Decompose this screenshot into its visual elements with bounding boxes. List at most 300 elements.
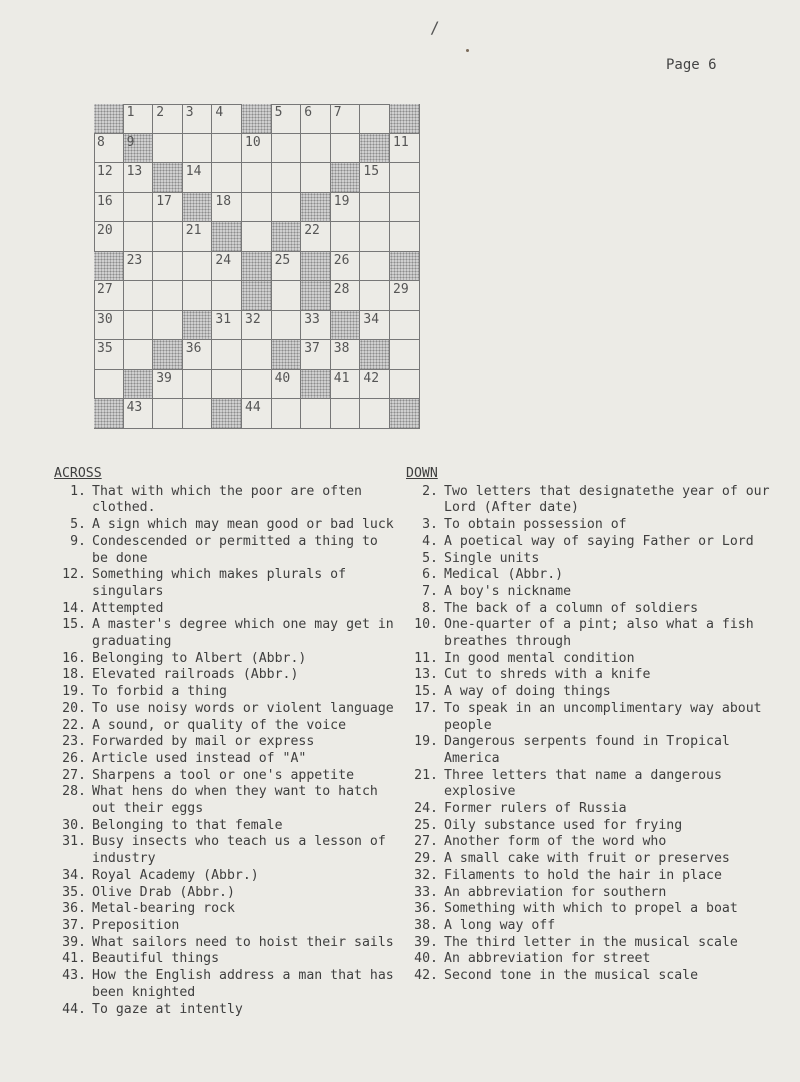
clue-text: Beautiful things: [92, 951, 220, 967]
grid-cell: [183, 370, 213, 400]
across-clue: [54, 751, 394, 768]
across-clue: [54, 484, 394, 517]
clue-number: 4.: [422, 533, 438, 549]
down-clue: [406, 818, 776, 835]
grid-cell: [301, 311, 331, 341]
grid-cell-black: [94, 252, 124, 282]
grid-cell: [212, 311, 242, 341]
down-clue: [406, 534, 776, 551]
grid-cell: [301, 399, 331, 429]
grid-cell: [242, 193, 272, 223]
cell-number: 20: [97, 223, 113, 238]
down-clue: [406, 601, 776, 618]
across-clue: [54, 935, 394, 952]
grid-cell: [331, 252, 361, 282]
clue-number: 1.: [70, 483, 86, 499]
clue-number: 15.: [414, 684, 438, 700]
clue-text: The third letter in the musical scale: [444, 934, 738, 950]
across-clue: [54, 617, 394, 650]
grid-cell-black: [183, 193, 213, 223]
across-clue: [54, 885, 394, 902]
cell-number: 7: [333, 105, 342, 120]
across-heading: ACROSS: [54, 466, 102, 481]
cell-number: 29: [393, 282, 409, 297]
clue-text: Three letters that name a dangerous explosive: [444, 767, 722, 800]
grid-cell: [212, 340, 242, 370]
clue-text: A long way off: [444, 917, 556, 933]
across-clue: [54, 784, 394, 817]
across-clues: [54, 466, 394, 1018]
clue-text: In good mental condition: [444, 650, 635, 666]
clue-number: 7.: [422, 583, 438, 599]
cell-number: 1: [126, 105, 135, 120]
grid-cell: [183, 399, 213, 429]
grid-cell: [242, 340, 272, 370]
across-clue: [54, 684, 394, 701]
grid-cell: [183, 281, 213, 311]
down-clue: [406, 584, 776, 601]
clue-number: 33.: [414, 884, 438, 900]
grid-cell: [153, 134, 183, 164]
grid-cell-black: [124, 370, 154, 400]
clue-number: 28.: [62, 784, 86, 800]
grid-cell: [331, 281, 361, 311]
clue-text: Something with which to propel a boat: [444, 901, 738, 917]
clue-number: 36.: [414, 901, 438, 917]
across-clue: [54, 567, 394, 600]
clue-text: What sailors need to hoist their sails: [92, 934, 394, 950]
grid-cell: [124, 163, 154, 193]
grid-cell: [124, 104, 154, 134]
grid-cell: [331, 104, 361, 134]
clue-text: A sign which may mean good or bad luck: [92, 517, 394, 533]
cell-number: 42: [363, 370, 380, 386]
cell-number: 33: [304, 311, 320, 327]
clue-number: 19.: [62, 684, 86, 700]
grid-cell: [390, 134, 420, 164]
grid-cell: [360, 104, 390, 134]
clue-number: 39.: [62, 934, 86, 950]
grid-cell-black: [360, 134, 390, 164]
grid-cell-black: [124, 134, 154, 164]
cell-number: 35: [97, 341, 113, 356]
down-clue: [406, 851, 776, 868]
down-clue: [406, 768, 776, 801]
across-clue: [54, 734, 394, 751]
clue-text: One-quarter of a pint; also what a fish breathes through: [444, 617, 754, 650]
grid-cell: [94, 222, 124, 252]
clue-number: 34.: [62, 867, 86, 883]
grid-cell-black: [153, 340, 183, 370]
grid-cell: [212, 134, 242, 164]
grid-cell: [242, 163, 272, 193]
stray-dot: [466, 49, 469, 52]
clue-text: Two letters that designatethe year of our Lord (After date): [444, 483, 770, 516]
grid-cell: [94, 134, 124, 164]
cell-number: 12: [97, 164, 113, 179]
down-clue: [406, 901, 776, 918]
grid-cell: [242, 370, 272, 400]
cell-number: 16: [97, 193, 113, 209]
grid-cell: [301, 134, 331, 164]
down-clue: [406, 801, 776, 818]
clue-text: Condescended or permitted a thing to be done: [92, 533, 378, 566]
grid-cell: [272, 134, 302, 164]
grid-cell-black: [301, 281, 331, 311]
grid-cell: [360, 399, 390, 429]
grid-cell: [94, 340, 124, 370]
grid-cell: [124, 222, 154, 252]
grid-cell: [212, 163, 242, 193]
cell-number: 11: [393, 134, 409, 150]
grid-cell: [331, 222, 361, 252]
grid-cell: [301, 104, 331, 134]
grid-cell: [153, 399, 183, 429]
grid-cell-black: [390, 399, 420, 429]
clue-number: 25.: [414, 817, 438, 833]
grid-cell: [360, 252, 390, 282]
grid-cell-black: [301, 193, 331, 223]
down-clue: [406, 701, 776, 734]
grid-cell: [331, 370, 361, 400]
clue-text: Cut to shreds with a knife: [444, 667, 651, 683]
grid-cell: [390, 163, 420, 193]
across-clue: [54, 951, 394, 968]
down-clue: [406, 484, 776, 517]
down-clue: [406, 617, 776, 650]
across-clue: [54, 868, 394, 885]
clue-number: 9.: [70, 533, 86, 549]
clue-number: 23.: [62, 734, 86, 750]
clue-text: Preposition: [92, 917, 180, 933]
cell-number: 25: [274, 252, 291, 268]
down-clue: [406, 734, 776, 767]
grid-cell: [124, 281, 154, 311]
clue-text: That with which the poor are often clothed.: [92, 483, 362, 516]
grid-cell: [212, 281, 242, 311]
clue-number: 8.: [422, 600, 438, 616]
clue-number: 44.: [62, 1001, 86, 1017]
across-clue: [54, 534, 394, 567]
down-clue: [406, 684, 776, 701]
grid-cell: [153, 193, 183, 223]
page-number: Page 6: [666, 57, 717, 73]
cell-number: 31: [215, 311, 232, 327]
cell-number: 4: [215, 105, 224, 120]
cell-number: 13: [126, 164, 143, 179]
grid-cell: [183, 104, 213, 134]
grid-cell: [183, 252, 213, 282]
down-heading: DOWN: [406, 466, 438, 481]
clue-text: Dangerous serpents found in Tropical America: [444, 734, 730, 766]
grid-cell-black: [242, 281, 272, 311]
clue-text: To use noisy words or violent language: [92, 700, 394, 716]
grid-cell: [301, 222, 331, 252]
down-clue: [406, 951, 776, 968]
down-clue: [406, 517, 776, 534]
grid-cell: [360, 222, 390, 252]
down-clue: [406, 868, 776, 885]
clue-text: A way of doing things: [444, 684, 611, 700]
clue-text: A boy's nickname: [444, 583, 572, 599]
grid-cell: [183, 340, 213, 370]
down-clue: [406, 551, 776, 568]
stray-pencil-mark: /: [430, 18, 440, 37]
clue-text: To obtain possession of: [444, 517, 627, 533]
clue-text: An abbreviation for southern: [444, 884, 667, 900]
grid-cell: [153, 222, 183, 252]
clue-text: Elevated railroads (Abbr.): [92, 667, 299, 683]
grid-cell-black: [272, 222, 302, 252]
across-clue: [54, 601, 394, 618]
clue-text: An abbreviation for street: [444, 951, 651, 967]
cell-number: 21: [185, 223, 202, 238]
clue-text: A master's degree which one may get in graduating: [92, 617, 394, 650]
clue-number: 10.: [414, 617, 438, 633]
clue-number: 3.: [422, 517, 438, 533]
clue-number: 17.: [414, 700, 438, 716]
grid-cell: [212, 104, 242, 134]
grid-cell: [390, 370, 420, 400]
across-clue: [54, 651, 394, 668]
clue-number: 40.: [414, 951, 438, 967]
cell-number: 15: [363, 164, 380, 179]
cell-number: 6: [304, 105, 313, 120]
clue-number: 20.: [62, 700, 86, 716]
cell-number: 2: [156, 105, 165, 120]
clue-text: Single units: [444, 550, 540, 566]
clue-number: 38.: [414, 917, 438, 933]
across-clue: [54, 818, 394, 835]
clue-number: 37.: [62, 917, 86, 933]
clue-text: Something which makes plurals of singulars: [92, 567, 347, 599]
cell-number: 34: [363, 311, 380, 327]
clue-text: Filaments to hold the hair in place: [444, 867, 722, 883]
grid-cell-black: [183, 311, 213, 341]
down-clue: [406, 885, 776, 902]
clue-text: To speak in an uncomplimentary way about people: [444, 700, 762, 733]
grid-cell-black: [94, 104, 124, 134]
grid-cell: [94, 281, 124, 311]
cell-number: 18: [215, 193, 232, 209]
clue-text: The back of a column of soldiers: [444, 600, 699, 616]
grid-cell: [124, 340, 154, 370]
grid-cell: [272, 311, 302, 341]
cell-number: 39: [156, 370, 172, 386]
clue-number: 22.: [62, 717, 86, 733]
grid-cell: [390, 340, 420, 370]
grid-cell: [390, 311, 420, 341]
grid-cell: [183, 222, 213, 252]
clue-text: To forbid a thing: [92, 684, 227, 700]
grid-cell: [272, 163, 302, 193]
clue-number: 26.: [62, 750, 86, 766]
grid-cell: [331, 340, 361, 370]
grid-cell-black: [360, 340, 390, 370]
clue-text: Busy insects who teach us a lesson of industry: [92, 834, 386, 867]
clue-text: Belonging to Albert (Abbr.): [92, 650, 307, 666]
clue-text: Olive Drab (Abbr.): [92, 884, 235, 900]
grid-cell-black: [331, 163, 361, 193]
clue-text: Oily substance used for frying: [444, 817, 683, 833]
grid-cell: [124, 193, 154, 223]
cell-number: 19: [333, 193, 350, 209]
grid-cell-black: [390, 252, 420, 282]
grid-cell: [272, 370, 302, 400]
clue-text: Royal Academy (Abbr.): [92, 867, 259, 883]
clue-text: Another form of the word who: [444, 834, 667, 850]
grid-cell-black: [212, 399, 242, 429]
grid-cell: [331, 399, 361, 429]
clue-text: To gaze at intently: [92, 1001, 243, 1017]
clue-number: 41.: [62, 951, 86, 967]
grid-cell-black: [301, 252, 331, 282]
down-clue: [406, 918, 776, 935]
clue-number: 18.: [62, 667, 86, 683]
grid-cell: [272, 193, 302, 223]
grid-cell-black: [94, 399, 124, 429]
clue-text: Belonging to that female: [92, 817, 283, 833]
clue-number: 6.: [422, 567, 438, 583]
grid-cell: [390, 222, 420, 252]
grid-cell: [360, 370, 390, 400]
cell-number: 32: [245, 311, 261, 327]
grid-cell: [390, 281, 420, 311]
across-clue: [54, 701, 394, 718]
clue-number: 2.: [422, 483, 438, 499]
clue-text: A small cake with fruit or preserves: [444, 851, 730, 867]
grid-cell: [301, 340, 331, 370]
clue-text: A poetical way of saying Father or Lord: [444, 533, 754, 549]
cell-number: 38: [333, 341, 350, 356]
grid-cell: [124, 252, 154, 282]
clue-number: 13.: [414, 667, 438, 683]
clue-number: 36.: [62, 901, 86, 917]
across-clue: [54, 834, 394, 867]
cell-number: 8: [97, 134, 105, 150]
across-clue: [54, 968, 394, 1001]
grid-cell: [94, 311, 124, 341]
grid-cell: [212, 252, 242, 282]
cell-number: 28: [333, 282, 350, 297]
grid-cell: [153, 370, 183, 400]
grid-cell: [360, 193, 390, 223]
clue-number: 5.: [70, 517, 86, 533]
cell-number: 37: [304, 341, 320, 356]
down-clue-list: [406, 484, 776, 985]
grid-cell-black: [242, 104, 272, 134]
across-clue: [54, 517, 394, 534]
clue-text: Article used instead of "A": [92, 750, 307, 766]
clue-text: A sound, or quality of the voice: [92, 717, 347, 733]
grid-cell: [242, 134, 272, 164]
clue-number: 27.: [62, 767, 86, 783]
across-clue: [54, 768, 394, 785]
cell-number: 17: [156, 193, 172, 209]
grid-cell: [153, 104, 183, 134]
clue-number: 29.: [414, 851, 438, 867]
clue-number: 27.: [414, 834, 438, 850]
across-clue: [54, 718, 394, 735]
cell-number: 5: [274, 105, 283, 120]
cell-number: 27: [97, 282, 113, 297]
grid-cell: [272, 104, 302, 134]
grid-cell-black: [153, 163, 183, 193]
clue-text: What hens do when they want to hatch out their eggs: [92, 784, 378, 817]
grid-cell: [301, 163, 331, 193]
grid-cell: [183, 163, 213, 193]
cell-number: 14: [185, 164, 202, 179]
clue-number: 11.: [414, 650, 438, 666]
grid-cell: [94, 193, 124, 223]
grid-cell: [183, 134, 213, 164]
cell-number: 24: [215, 252, 232, 268]
grid-cell: [242, 222, 272, 252]
down-clue: [406, 935, 776, 952]
clue-text: Attempted: [92, 600, 164, 616]
clue-text: Metal-bearing rock: [92, 901, 235, 917]
grid-cell-black: [212, 222, 242, 252]
clue-number: 15.: [62, 617, 86, 633]
across-clue: [54, 918, 394, 935]
grid-cell: [94, 370, 124, 400]
clue-number: 14.: [62, 600, 86, 616]
clue-number: 21.: [414, 767, 438, 783]
clue-text: Second tone in the musical scale: [444, 968, 699, 984]
cell-number: 40: [274, 370, 291, 386]
clue-number: 42.: [414, 968, 438, 984]
cell-number: 36: [185, 341, 202, 356]
clue-text: Forwarded by mail or express: [92, 734, 315, 750]
clue-text: How the English address a man that has been knighted: [92, 968, 394, 1000]
grid-cell: [390, 193, 420, 223]
grid-cell-black: [242, 252, 272, 282]
grid-cell: [360, 311, 390, 341]
grid-cell: [153, 281, 183, 311]
down-clue: [406, 834, 776, 851]
clue-number: 32.: [414, 867, 438, 883]
grid-cell-black: [301, 370, 331, 400]
grid-cell: [272, 252, 302, 282]
cell-number: 23: [126, 252, 143, 268]
across-clue: [54, 667, 394, 684]
down-clues: [406, 466, 776, 985]
clue-number: 16.: [62, 650, 86, 666]
clue-number: 24.: [414, 801, 438, 817]
cell-number: 26: [333, 252, 350, 268]
cell-number: 9: [126, 134, 135, 150]
down-clue: [406, 651, 776, 668]
clue-number: 35.: [62, 884, 86, 900]
clue-text: Former rulers of Russia: [444, 801, 627, 817]
cell-number: 44: [245, 400, 261, 415]
grid-cell: [153, 311, 183, 341]
clue-text: Medical (Abbr.): [444, 567, 564, 583]
clue-number: 5.: [422, 550, 438, 566]
grid-cell: [94, 163, 124, 193]
grid-cell: [331, 193, 361, 223]
grid-cell-black: [390, 104, 420, 134]
across-clue: [54, 901, 394, 918]
grid-cell: [272, 399, 302, 429]
clue-number: 12.: [62, 567, 86, 583]
across-clue-list: [54, 484, 394, 1019]
grid-cell: [272, 281, 302, 311]
grid-cell-black: [272, 340, 302, 370]
down-clue: [406, 567, 776, 584]
down-clue: [406, 667, 776, 684]
clue-text: Sharpens a tool or one's appetite: [92, 767, 355, 783]
